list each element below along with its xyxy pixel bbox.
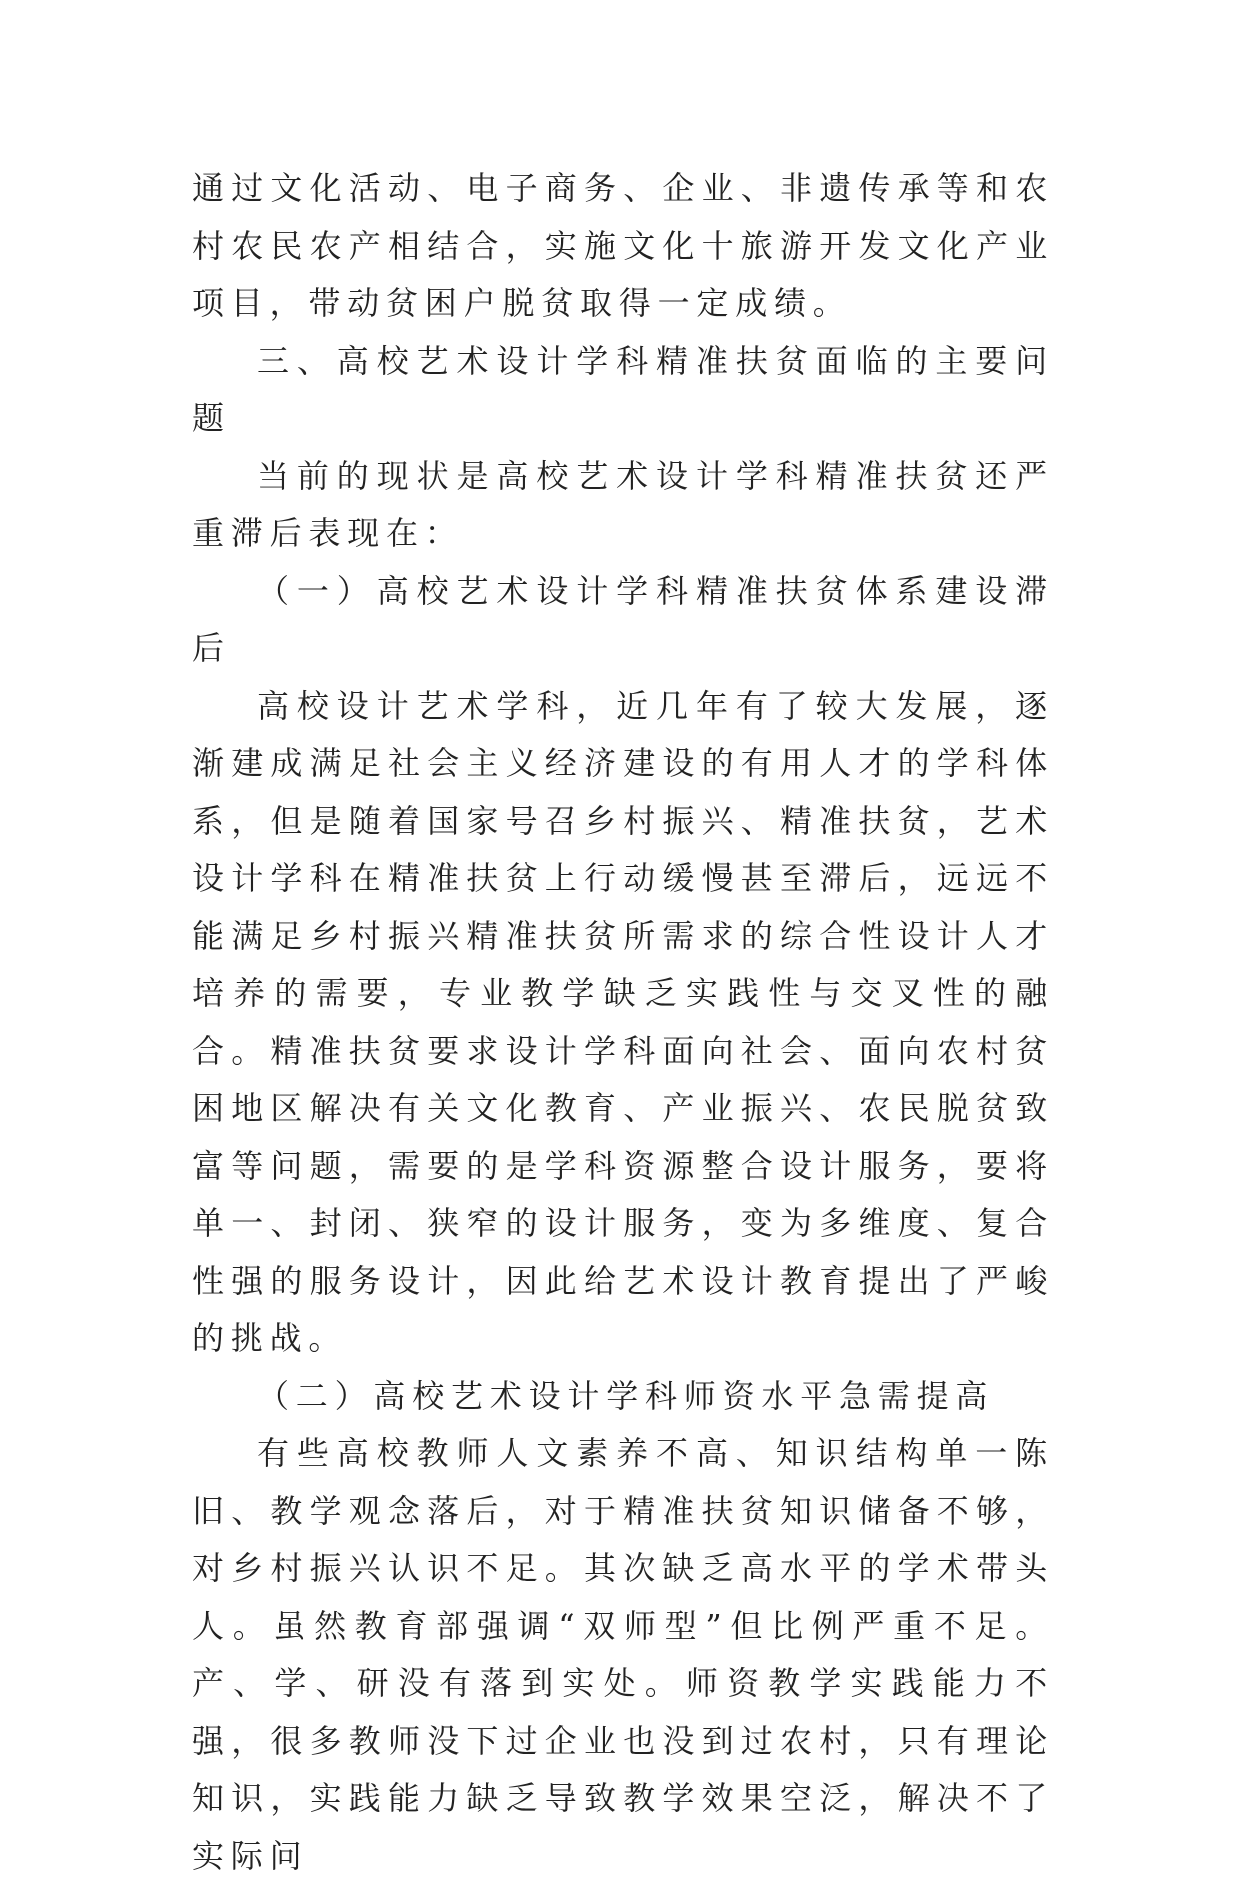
subheading-2: （二）高校艺术设计学科师资水平急需提高 [257,1376,995,1415]
subheading-1: （一）高校艺术设计学科精准扶贫体系建设滞后 [192,571,1054,667]
paragraph-system-lag: 高校设计艺术学科，近几年有了较大发展，逐渐建成满足社会主义经济建设的有用人才的学科体系，但是随着国家号召乡村振兴、精准扶贫，艺术设计学科在精准扶贫上行动缓慢甚至滞后，远远不能满足乡村振兴精准扶贫所需求的综合性设计人才培养的需要，专业教学缺乏实践性与交叉性的融合。精准扶贫要求设计学科面向社会、面向农村贫困地区解决有关文化教育、产业振兴、农民脱贫致富等问题，需要的是学科资源整合设计服务，要将单一、封闭、狭窄的设计服务，变为多维度、复合性强的服务设计，因此给艺术设计教育提出了严峻的挑战。 [192,686,1054,1357]
paragraph-faculty-level: 有些高校教师人文素养不高、知识结构单一陈旧、教学观念落后，对于精准扶贫知识储备不够，对乡村振兴认识不足。其次缺乏高水平的学术带头人。虽然教育部强调“双师型”但比例严重不足。产、学、研没有落到实处。师资教学实践能力不强，很多教师没下过企业也没到过农村，只有理论知识，实践能力缺乏导致教学效果空泛，解决不了实际问 [192,1434,1054,1875]
paragraph-current-status: 当前的现状是高校艺术设计学科精准扶贫还严重滞后表现在： [192,456,1054,552]
section-heading-3: 三、高校艺术设计学科精准扶贫面临的主要问题 [192,341,1054,437]
document-page [192,160,1054,1885]
paragraph-continuation: 通过文化活动、电子商务、企业、非遗传承等和农村农民农产相结合，实施文化十旅游开发文化产业项目，带动贫困户脱贫取得一定成绩。 [192,169,1054,322]
